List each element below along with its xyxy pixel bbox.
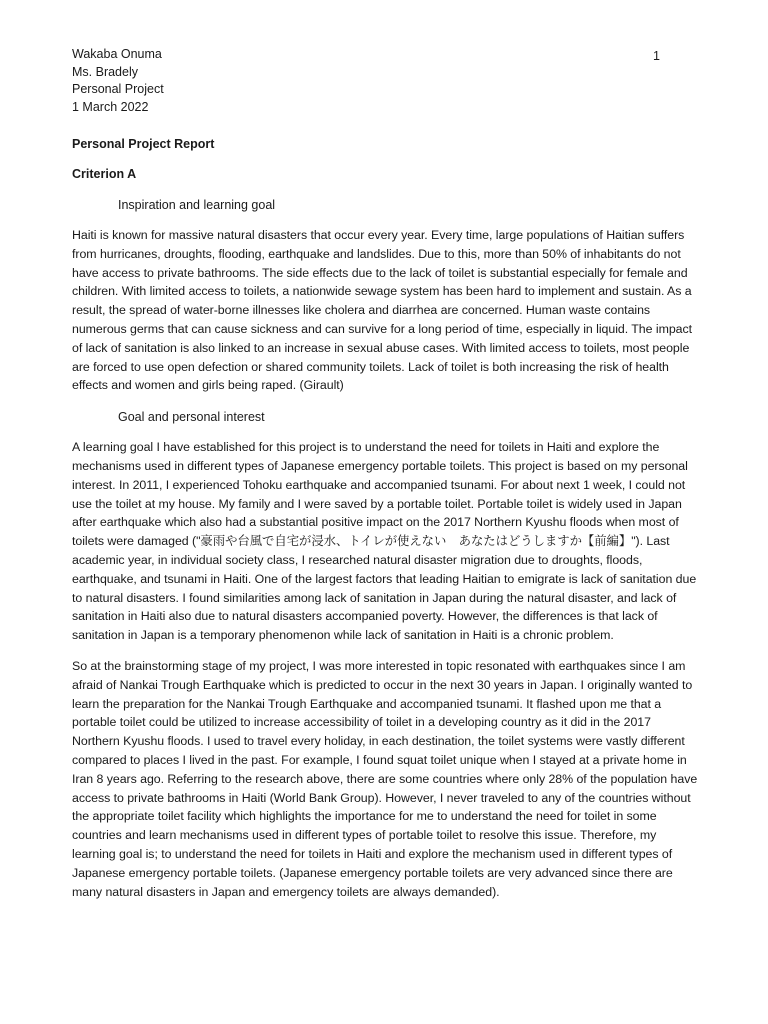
course-name: Personal Project (72, 82, 164, 96)
page-number: 1 (653, 49, 660, 63)
document-date: 1 March 2022 (72, 99, 149, 114)
author-name: Wakaba Onuma (72, 47, 162, 61)
section-heading-inspiration: Inspiration and learning goal (118, 198, 276, 212)
paragraph-brainstorming: So at the brainstorming stage of my project, I was more interested in topic resonated with earthquakes since I am afraid of Nankai Trough Earthquake which is predicted to occur in the next 30 years in Japan. I originally wanted to learn the preparation for the Nankai Trough Earthquake and accompanied tsunami. It flashed upon me that a portable toilet could be utilized to increase accessibility of toilet in a developing country as it did in the 2017 Northern Kyushu floods. I used to travel every holiday, in each destination, the toilet systems were vastly different compared to places I lived in the past. For example, I found squat toilet unique when I stayed at a private home in Iran 8 years ago. Referring to the research above, there are some countries where only 28% of the population have access to private bathrooms in Haiti (World Bank Group). However, I never traveled to any of the countries without the appropriate toilet facility which highlights the importance for me to understand the need for toilet in some countries and learn mechanisms used in different types of portable toilet to resolve this issue. Therefore, my learning goal is; to understand the need for toilets in Haiti and explore the mechanism used in different types of Japanese emergency portable toilets. (Japanese emergency portable toilets are very advanced since there are many natural disasters in Japan and emergency toilets are always demanded). (72, 658, 698, 899)
paragraph-haiti-disasters: Haiti is known for massive natural disasters that occur every year. Every time, large populations of Haitian suffers from hurricanes, droughts, flooding, earthquake and landslides. Due to this, more than 50% of inhabitants do not have access to private bathrooms. The side effects due to the lack of toilet is substantial especially for female and children. With limited access to toilets, a nationwide sewage system has been hard to implement and sustain. As a result, the spread of water-borne illnesses like cholera and diarrhea are concerned. Human waste contains numerous germs that can cause sickness and can survive for a long period of time, especially in liquid. The impact of lack of sanitation is also linked to an increase in sexual abuse cases. With limited access to toilets, most people are forced to use open defection or shared community toilets. Lack of toilet is both increasing the risk of health effects and women and girls being raped. (Girault) (72, 228, 693, 393)
report-title: Personal Project Report (72, 137, 215, 151)
document-header (72, 46, 696, 116)
teacher-name: Ms. Bradely (72, 64, 138, 79)
section-heading-goal: Goal and personal interest (118, 410, 265, 425)
criterion-heading: Criterion A (72, 167, 137, 181)
paragraph-learning-goal: A learning goal I have established for this project is to understand the need for toilets in Haiti and explore the mechanisms used in different types of Japanese emergency portable toilets. This project is based on my personal interest. In 2011, I experienced Tohoku earthquake and accompanied tsunami. For about next 1 week, I could not use the toilet at my house. My family and I were saved by a portable toilet. Portable toilet is widely used in Japan after earthquake which also had a substantial positive impact on the 2017 Northern Kyushu floods when most of toilets were damaged ("豪雨や台風で自宅が浸水、トイレが使えない あなたはどうしますか【前編】"). Last academic year, in individual society class, I researched natural disaster migration due to droughts, floods, earthquake, and tsunami in Haiti. One of the largest factors that leading Haitian to emigrate is lack of sanitation due to natural disasters. I found similarities among lack of sanitation in Japan during the natural disaster, and lack of sanitation in Haiti also due to natural disasters accompanied poverty. However, the differences is that lack of sanitation in Japan is a temporary phenomenon while lack of sanitation in Haiti is a chronic problem. (72, 440, 697, 643)
